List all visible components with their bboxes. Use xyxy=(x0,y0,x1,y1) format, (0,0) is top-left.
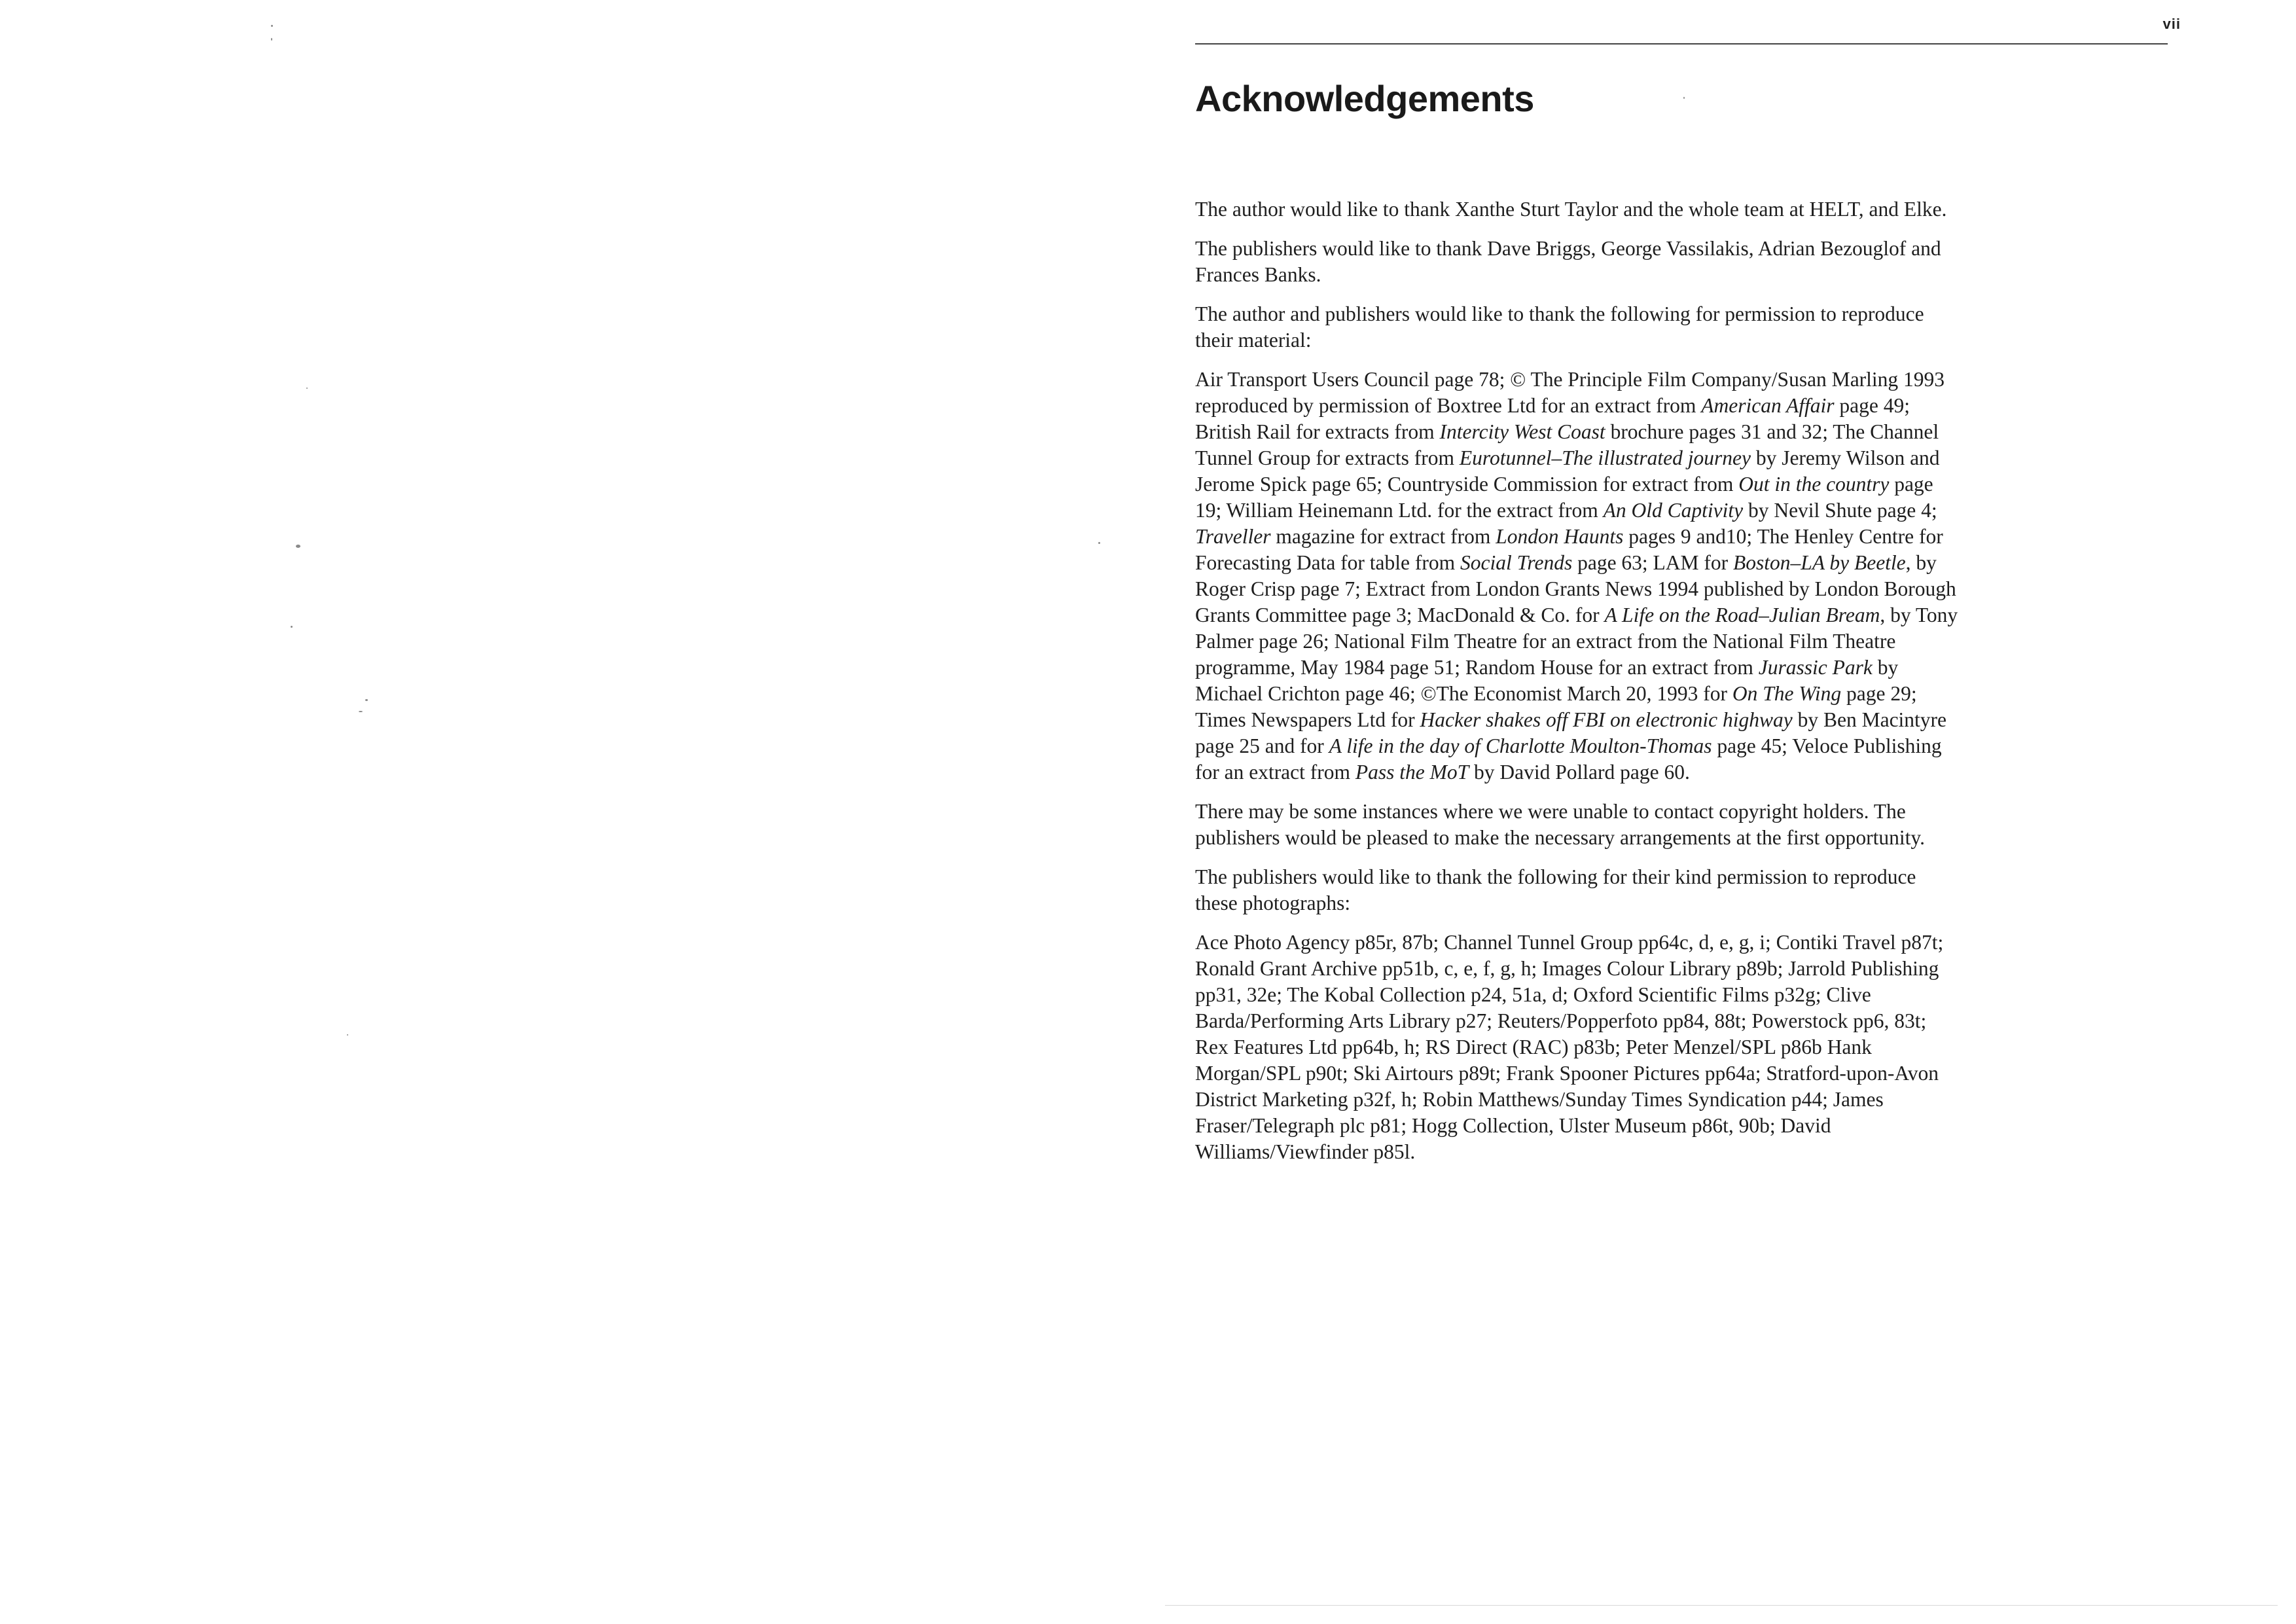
italic-title: On The Wing xyxy=(1732,682,1842,705)
paragraph-author-thanks: The author would like to thank Xanthe Sturt Taylor and the whole team at HELT, and Elke. xyxy=(1195,198,1947,221)
italic-title: Intercity West Coast xyxy=(1439,420,1605,443)
scan-speck xyxy=(306,388,308,389)
italic-title: Traveller xyxy=(1195,525,1271,548)
italic-title: Eurotunnel–The illustrated journey xyxy=(1459,446,1751,469)
paragraph-text-credits: Air Transport Users Council page 78; © The Principle Film Company/Susan Marling 1993 reproduced by permission of Boxtree Ltd for an extract from American Affair page 49; British Rail for extracts from Intercity West Coast brochure pages 31 and 32; The Channel Tunnel Group for extracts from Eurotunnel–The illustrated journey by Jeremy Wilson and Jerome Spick page 65; Countryside Commission for extract from Out in the country page 19; William Heinemann Ltd. for the extract from An Old Captivity by Nevil Shute page 4; Traveller magazine for extract from London Haunts pages 9 and10; The Henley Centre for Forecasting Data for table from Social Trends page 63; LAM for Boston–LA by Beetle, by Roger Crisp page 7; Extract from London Grants News 1994 published by London Borough Grants Committee page 3; MacDonald & Co. for A Life on the Road–Julian Bream, by Tony Palmer page 26; National Film Theatre for an extract from the National Film Theatre programme, May 1984 page 51; Random House for an extract from Jurassic Park by Michael Crichton page 46; ©The Economist March 20, 1993 for On The Wing page 29; Times Newspapers Ltd for Hacker shakes off FBI on electronic highway by Ben Macintyre page 25 and for A life in the day of Charlotte Moulton-Thomas page 45; Veloce Publishing for an extract from Pass the MoT by David Pollard page 60. xyxy=(1195,368,1958,784)
scan-speck xyxy=(296,545,300,548)
paragraph-permission-intro: The author and publishers would like to thank the following for permission to reproduce their material: xyxy=(1195,302,1924,352)
italic-title: A life in the day of Charlotte Moulton-Thomas xyxy=(1329,734,1712,757)
scan-speck xyxy=(1098,542,1100,544)
italic-title: A Life on the Road–Julian Bream xyxy=(1604,604,1880,626)
scan-speck xyxy=(271,38,272,41)
acknowledgements-body xyxy=(1195,196,1961,1178)
italic-title: American Affair xyxy=(1701,394,1835,417)
paragraph-photo-intro: The publishers would like to thank the following for their kind permission to reproduce these photographs: xyxy=(1195,865,1916,914)
scan-speck xyxy=(271,25,273,27)
scan-speck xyxy=(365,699,368,701)
scan-speck xyxy=(291,626,293,628)
header-rule xyxy=(1195,43,2168,45)
scan-speck xyxy=(1683,97,1685,99)
scan-speck xyxy=(347,1034,348,1036)
page-bottom-edge xyxy=(1165,1605,2278,1606)
paragraph-copyright-notice: There may be some instances where we were unable to contact copyright holders. The publishers would be pleased to make the necessary arrangements at the first opportunity. xyxy=(1195,800,1926,849)
paragraph-publisher-thanks: The publishers would like to thank Dave Briggs, George Vassilakis, Adrian Bezouglof and Frances Banks. xyxy=(1195,237,1941,286)
italic-title: London Haunts xyxy=(1496,525,1624,548)
italic-title: Boston–LA by Beetle xyxy=(1733,551,1906,574)
italic-title: Hacker shakes off FBI on electronic highway xyxy=(1420,708,1793,731)
page-number: vii xyxy=(2162,16,2181,32)
page-title: Acknowledgements xyxy=(1195,78,1534,119)
italic-title: Out in the country xyxy=(1738,473,1890,496)
italic-title: Pass the MoT xyxy=(1355,761,1469,784)
italic-title: An Old Captivity xyxy=(1603,499,1744,522)
italic-title: Social Trends xyxy=(1460,551,1573,574)
paragraph-photo-credits: Ace Photo Agency p85r, 87b; Channel Tunnel Group pp64c, d, e, g, i; Contiki Travel p87t; Ronald Grant Archive pp51b, c, e, f, g, h; Images Colour Library p89b; Jarrold Publishing pp31, 32e; The Kobal Collection p24, 51a, d; Oxford Scientific Films p32g; Clive Barda/Performing Arts Library p27; Reuters/Popperfoto pp84, 88t; Powerstock pp6, 83t; Rex Features Ltd pp64b, h; RS Direct (RAC) p83b; Peter Menzel/SPL p86b Hank Morgan/SPL p90t; Ski Airtours p89t; Frank Spooner Pictures pp64a; Stratford-upon-Avon District Marketing p32f, h; Robin Matthews/Sunday Times Syndication p44; James Fraser/Telegraph plc p81; Hogg Collection, Ulster Museum p86t, 90b; David Williams/Viewfinder p85l. xyxy=(1195,931,1944,1163)
scan-speck xyxy=(359,711,363,712)
italic-title: Jurassic Park xyxy=(1758,656,1873,679)
